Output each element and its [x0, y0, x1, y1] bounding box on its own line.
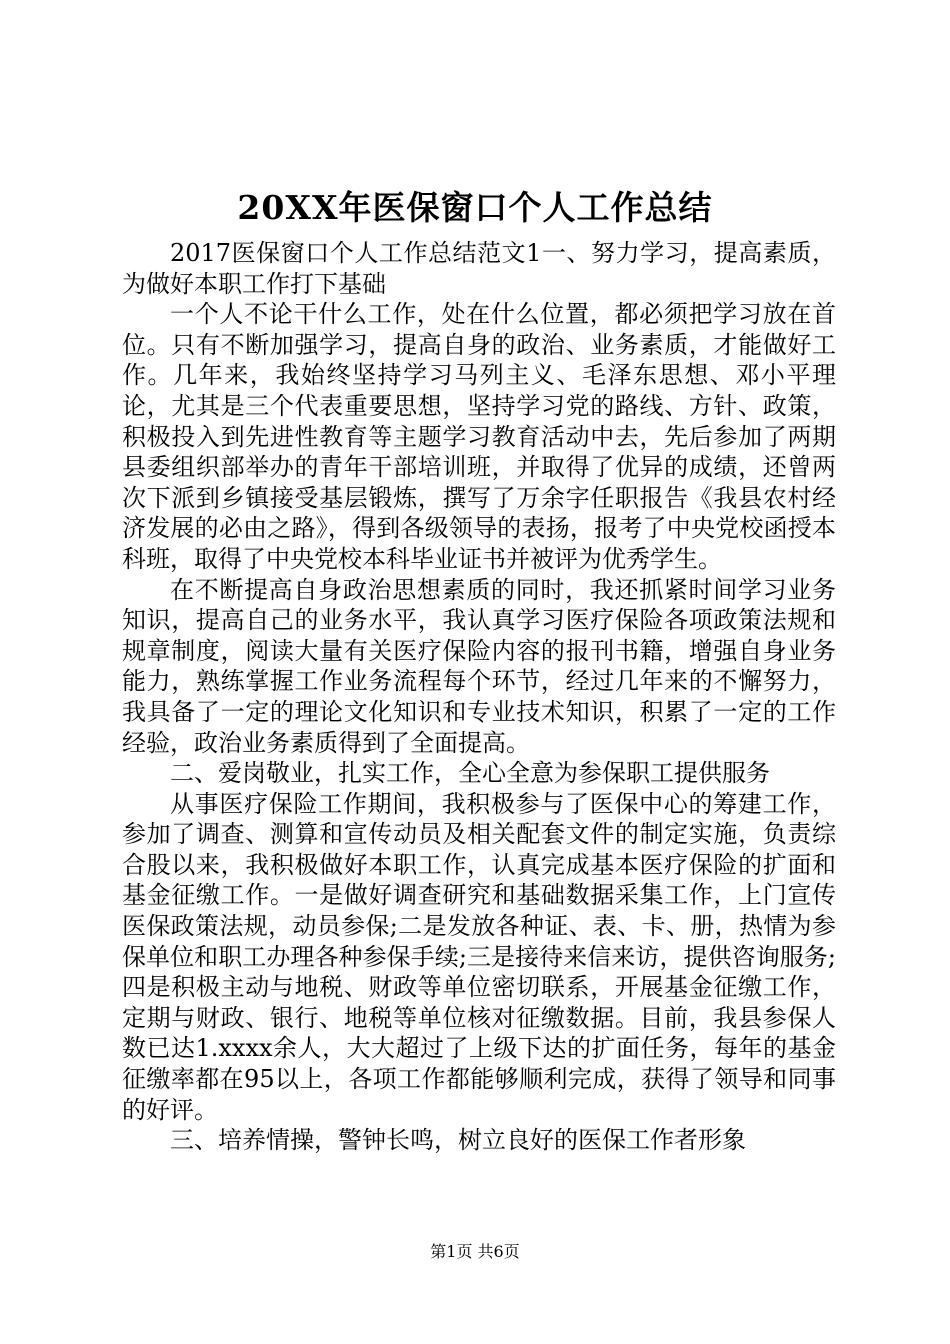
paragraph: 一个人不论干什么工作，处在什么位置，都必须把学习放在首位。只有不断加强学习，提高自身的政治、业务素质，才能做好工作。几年来，我始终坚持学习马列主义、毛泽东思想、邓小平理论，尤其是三个代表重要思想，坚持学习党的路线、方针、政策，积极投入到先进性教育等主题学习教育活动中去，先后参加了两期县委组织部举办的青年干部培训班，并取得了优异的成绩，还曾两次下派到乡镇接受基层锻炼，撰写了万余字任职报告《我县农村经济发展的必由之路》，得到各级领导的表扬，报考了中央党校函授本科班，取得了中央党校本科毕业证书并被评为优秀学生。: [122, 300, 836, 573]
paragraph: 三、培养情操，警钟长鸣，树立良好的医保工作者形象: [170, 1126, 746, 1155]
paragraph: 二、爱岗敬业，扎实工作，全心全意为参保职工提供服务: [170, 759, 770, 788]
page-number-footer: 第1页 共6页: [430, 1242, 520, 1261]
paragraph: 2017医保窗口个人工作总结范文1一、努力学习，提高素质，为做好本职工作打下基础: [122, 239, 836, 298]
paragraph: 在不断提高自身政治思想素质的同时，我还抓紧时间学习业务知识，提高自己的业务水平，我认真学习医疗保险各项政策法规和规章制度，阅读大量有关医疗保险内容的报刊书籍，增强自身业务能力，熟练掌握工作业务流程每个环节，经过几年来的不懈努力，我具备了一定的理论文化知识和专业技术知识，积累了一定的工作经验，政治业务素质得到了全面提高。: [122, 575, 836, 757]
document-title: 20XX年医保窗口个人工作总结: [237, 188, 713, 227]
document-body: [122, 238, 836, 1156]
paragraph: 从事医疗保险工作期间，我积极参与了医保中心的筹建工作，参加了调查、测算和宣传动员及相关配套文件的制定实施，负责综合股以来，我积极做好本职工作，认真完成基本医疗保险的扩面和基金征缴工作。一是做好调查研究和基础数据采集工作，上门宣传医保政策法规，动员参保;二是发放各种证、表、卡、册，热情为参保单位和职工办理各种参保手续;三是接待来信来访，提供咨询服务;四是积极主动与地税、财政等单位密切联系，开展基金征缴工作，定期与财政、银行、地税等单位核对征缴数据。目前，我县参保人数已达1.xxxx余人，大大超过了上级下达的扩面任务，每年的基金征缴率都在95以上，各项工作都能够顺利完成，获得了领导和同事的好评。: [122, 789, 836, 1124]
